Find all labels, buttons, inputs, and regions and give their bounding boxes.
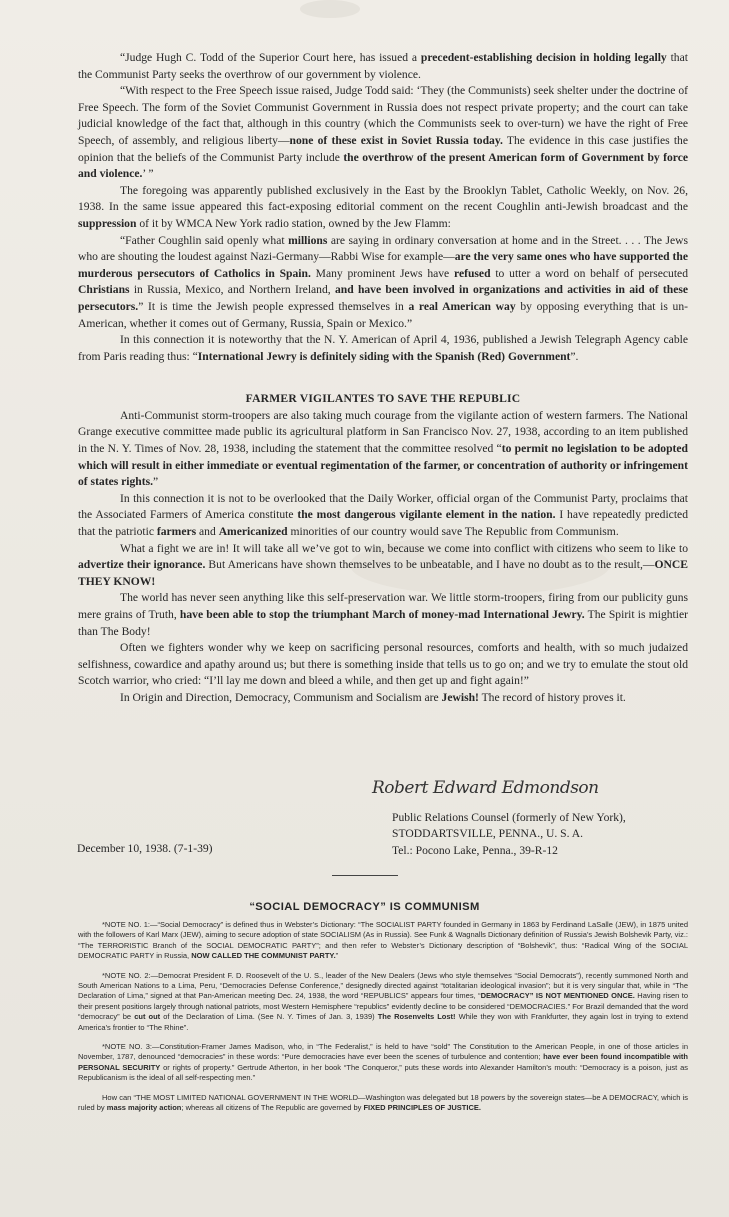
bold-text: DEMOCRACY” IS NOT MENTIONED ONCE. [480, 991, 635, 1001]
bold-text: are the very same ones who have supported the murderous persecutors of Catholics in Spain. [78, 250, 688, 280]
paragraph [78, 640, 688, 690]
bold-text: farmers [156, 525, 197, 539]
bold-text: International Jewry is definitely siding with the Spanish (Red) Government [197, 349, 571, 363]
text-run: “With respect to the Free Speech issue raised, Judge Todd said: ‘They (the Communists) seek shelter under the doctrine of Free Speech. The form of the Soviet Communist Government in Russia does not respect private property; and the court can take judicial knowledge of the fact that, although in this country (which the Communists seek to over-turn) we have the right of Free Speech, of assembly, and religious liberty— [78, 84, 688, 147]
bold-text: millions [288, 233, 328, 247]
footnotes [78, 920, 688, 1123]
date-line: December 10, 1938. (7-1-39) [77, 842, 213, 855]
text-run: ” It is time the Jewish people expressed themselves in [138, 299, 409, 313]
text-run: or rights of property.” Gertrude Atherton, in her book “The Conqueror,” puts these words into Alexander Hamilton’s mouth: “Democracy is a poison, just as Republicanism is the ideal of all self-respecting men.” [78, 1062, 688, 1083]
bold-text: Americanized [218, 525, 288, 539]
text-run: of the Declaration of Lima. (See N. Y. Times of Jan. 3, 1939) [160, 1012, 378, 1022]
signer-address: STODDARTSVILLE, PENNA., U. S. A. [392, 827, 584, 841]
text-run: and [196, 525, 219, 539]
paragraph [78, 590, 688, 640]
paragraph [78, 83, 688, 183]
article-body [78, 50, 688, 707]
footnote [78, 971, 688, 1033]
bold-text: Christians [78, 283, 130, 297]
paragraph [78, 332, 688, 365]
text-run: ”. [570, 349, 579, 363]
text-run: In this connection it is not to be overlooked that the Daily Worker, official organ of the Communist Party, proclaims that the Associated Farmers of America constitute [78, 491, 688, 522]
footnote [78, 1093, 688, 1114]
paragraph [78, 690, 688, 707]
section-heading: FARMER VIGILANTES TO SAVE THE REPUBLIC [245, 392, 521, 406]
text-run: ; whereas all citizens of The Republic are governed by [181, 1103, 364, 1113]
text-run: In Origin and Direction, Democracy, Communism and Socialism are [120, 690, 442, 704]
text-run: Many prominent Jews have [310, 266, 455, 280]
text-run: of it by WMCA New York radio station, owned by the Jew Flamm: [136, 216, 451, 230]
bold-text: a real American way [408, 299, 516, 313]
bold-text: suppression [78, 216, 137, 230]
text-run: Anti-Communist storm-troopers are also taking much courage from the vigilante action of western farmers. The National Grange executive committee made public its agricultural platform in San Francisco Nov. 27, 1938, according to an item published in the N. Y. Times of Nov. 28, 1938, including the statement that the committee resolved “ [78, 408, 688, 456]
text-run: *NOTE NO. 2:—Democrat President F. D. Roosevelt of the U. S., leader of the New Dealers (Jews who style themselves “Social Democrats”), recently summoned North and South American Nations to a Lima, Peru, “Democracies Defense Conference,” designedly directed against “totalitarian ideological invasion”; but it is very singular that, while in “The Declaration of Lima,” signed at that Pan-American meeting Dec. 24, 1938, the word “REPUBLICS” appears four times, “ [78, 970, 688, 1001]
text-run: Often we fighters wonder why we keep on sacrificing personal resources, comforts and health, with so much judaized selfishness, cowardice and apathy around us; but there is something inside that tells us to go on; and we try to emulate the stout old Scotch warrior, who cried: “I’ll lay me down and bleed a while, and then get up and fight again!” [78, 641, 688, 688]
text-run: The Spirit is mightier than The Body! [78, 608, 688, 638]
text-run: The evidence in this case justifies the opinion that the beliefs of the Communist Party include [78, 133, 688, 164]
text-run: “Judge Hugh C. Todd of the Superior Court here, has issued a [120, 51, 421, 64]
text-run: The foregoing was apparently published exclusively in the East by the Brooklyn Tablet, Catholic Weekly, on Nov. 26, 1938. In the same issue appeared this fact-exposing editorial comment on the recent Coughlin anti-Jewish broadcast and the [78, 183, 688, 214]
text-run: ” [335, 951, 339, 961]
text-run: But Americans have shown themselves to be unbeatable, and I have no doubt as to the result,— [205, 558, 655, 572]
paragraph [78, 541, 688, 591]
text-run: ” [153, 475, 159, 489]
bold-text: the most dangerous vigilante element in the nation. [297, 508, 556, 522]
bold-text: precedent-establishing decision in holding legally [420, 51, 667, 64]
bold-text: advertize their ignorance. [78, 558, 206, 572]
article-section-vigilantes [78, 408, 688, 707]
paragraph [78, 233, 688, 333]
signer-title: Public Relations Counsel (formerly of New York), [392, 811, 626, 824]
text-run: *NOTE NO. 3:—Constitution-Framer James Madison, who, in “The Federalist,” is held to have “sold” The Constitution to the American People, in one of those articles in November, 1787, denounced “democracies” in these words: “Pure democracies have ever been the scenes of turbulence and contention; [78, 1042, 688, 1062]
text-run: The record of history proves it. [478, 690, 626, 704]
article-section-intro [78, 50, 688, 365]
text-run: are saying in ordinary conversation at home and in the Street. . . . The Jews who are shouting the loudest against Nazi-Germany—Rabbi Wise for example— [78, 233, 688, 264]
text-run: “Father Coughlin said openly what [120, 233, 289, 247]
bold-text: and have been involved in organizations and activities in aid of these persecutors. [78, 283, 688, 313]
text-run: by opposing everything that is un-American, whether it comes out of Germany, Russia, Spain or Mexico.” [78, 299, 688, 330]
paragraph [78, 50, 688, 83]
notes-title: “SOCIAL DEMOCRACY” IS COMMUNISM [249, 901, 480, 913]
divider [332, 875, 398, 876]
bold-text: to permit no legislation to be adopted which will result in either immediate or eventual regimentation of the farmer, or concentration of authority or infringement of states rights. [78, 442, 689, 489]
text-run: ’ ” [142, 167, 154, 181]
bold-text: have ever been found incompatible with PERSONAL SECURITY [78, 1052, 688, 1072]
text-run: I have repeatedly predicted that the patriotic [78, 508, 688, 539]
signer-block [392, 810, 626, 859]
bold-text: cut out [134, 1012, 161, 1022]
text-run: in Russia, Mexico, and Northern Ireland, [129, 283, 335, 297]
paragraph [78, 183, 688, 233]
footnote [78, 920, 688, 962]
footnote [78, 1042, 688, 1084]
text-run: What a fight we are in! It will take all we’ve got to win, because we come into conflict with citizens who seem to like to [120, 541, 688, 555]
text-run: Having risen to their present positions largely through national patriots, most Western Hemisphere “republics” evidently decline to be considered “DEMOCRACIES.” For Brazil demanded that the word “democracy” be [78, 991, 688, 1022]
text-run: that the Communist Party seeks the overthrow of our government by violence. [78, 51, 688, 81]
bold-text: The Rosenvelts Lost! [377, 1012, 456, 1022]
bold-text: have been able to stop the triumphant March of money-mad International Jewry. [179, 608, 585, 621]
paragraph [78, 491, 688, 541]
bold-text: the overthrow of the present American form of Government by force and violence. [78, 150, 689, 181]
bold-text: FIXED PRINCIPLES OF JUSTICE. [363, 1103, 481, 1113]
bold-text: Jewish! [441, 690, 479, 704]
bold-text: mass majority action [106, 1103, 182, 1113]
signature: Robert Edward Edmondson [372, 778, 599, 798]
text-run: How can “THE MOST LIMITED NATIONAL GOVERNMENT IN THE WORLD—Washington was delegated but 18 powers by the sovereign states—be A DEMOCRACY, which is ruled by [78, 1092, 688, 1113]
text-run: While they won with Frankfurter, they again lost in trying to extend America’s frontier to “The Rhine”. [78, 1012, 689, 1032]
text-run: The world has never seen anything like this self-preservation war. We little storm-troopers, firing from our publicity guns mere grains of Truth, [78, 591, 688, 621]
text-run: In this connection it is noteworthy that the N. Y. American of April 4, 1936, published a Jewish Telegraph Agency cable from Paris reading thus: “ [78, 333, 688, 363]
paragraph [78, 408, 688, 491]
text-run: *NOTE NO. 1:—“Social Democracy” is defined thus in Webster’s Dictionary: “The SOCIALIST PARTY founded in Germany in 1863 by Ferdinand LaSalle (JEW), in 1875 united with the followers of Karl Marx (JEW), aiming to secure adoption of state SOCIALISM (As in Russia). See Funk & Wagnalls Dictionary definition of Russia’s Jewish Bolshevik Party, viz.: “The TERRORISTIC Branch of the SOCIAL DEMOCRATIC PARTY”; and then refer to Webster’s Dictionary description of “Bolshevik”, thus: “Radical Wing of the SOCIAL DEMOCRATIC PARTY in Russia, [78, 920, 688, 961]
signer-telephone: Tel.: Pocono Lake, Penna., 39-R-12 [392, 843, 558, 857]
text-run: to utter a word on behalf of persecuted [490, 266, 688, 280]
bold-text: NOW CALLED THE COMMUNIST PARTY. [191, 951, 336, 961]
bold-text: none of these exist in Soviet Russia today. [289, 133, 503, 147]
text-run: minorities of our country would save The Republic from Communism. [287, 525, 619, 539]
bold-text: refused [454, 266, 491, 280]
bold-text: ONCE THEY KNOW! [78, 558, 688, 588]
